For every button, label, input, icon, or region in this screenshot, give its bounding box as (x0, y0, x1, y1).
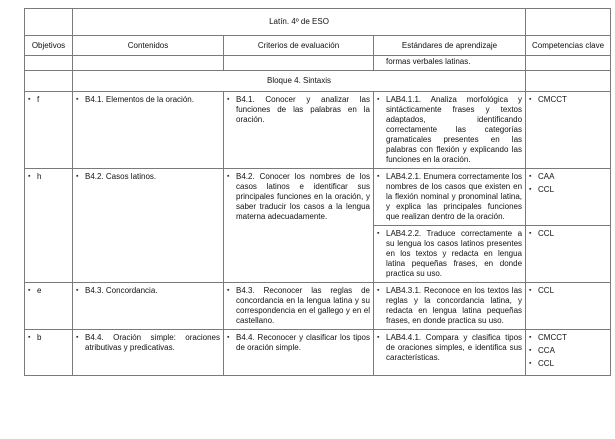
competencia-item (529, 229, 607, 239)
title-row (25, 9, 611, 36)
objetivo-item (28, 172, 69, 182)
header-objetivos: Objetivos (25, 36, 73, 56)
bullet-icon: ▪ (227, 173, 230, 180)
objetivo: h (37, 172, 42, 181)
contenido-cell (73, 92, 224, 169)
estandar-item (377, 229, 522, 279)
criterio-cell (224, 92, 374, 169)
carryover-row (25, 56, 611, 71)
competencias-cell (526, 283, 611, 330)
criterio-cell (224, 283, 374, 330)
bullet-icon: ▪ (377, 287, 380, 294)
bullet-icon: ▪ (227, 287, 230, 294)
contenido: B4.4. Oración simple: oraciones atributivas y predicativas. (85, 333, 220, 352)
header-estandares: Estándares de aprendizaje (374, 36, 526, 56)
competencia: CCL (538, 185, 555, 194)
competencia: CMCCT (538, 95, 567, 104)
criterio: B4.1. Conocer y analizar las funciones de las palabras en la oración. (236, 95, 370, 124)
criterio: B4.2. Conocer los nombres de los casos latinos e identificar sus principales funciones en la oración, y saber traducir los casos a la lengua materna adecuadamente. (236, 172, 370, 221)
table-row (25, 92, 611, 169)
objetivo-cell (25, 92, 73, 169)
criterio-item (227, 95, 370, 125)
competencia-item (529, 286, 607, 296)
estandar-cell (374, 169, 526, 226)
competencias-cell (526, 92, 611, 169)
competencia-item (529, 95, 607, 105)
criterio-cell (224, 330, 374, 376)
table-row (25, 330, 611, 376)
objetivo-item (28, 95, 69, 105)
bullet-icon: ▪ (76, 173, 79, 180)
contenido-cell (73, 283, 224, 330)
bullet-icon: ▪ (529, 334, 532, 341)
objetivo-cell (25, 169, 73, 283)
bullet-icon: ▪ (76, 287, 79, 294)
bullet-icon: ▪ (529, 230, 532, 237)
contenido: B4.3. Concordancia. (85, 286, 158, 295)
table-row (25, 283, 611, 330)
objetivo-item (28, 286, 69, 296)
estandar-cell (374, 226, 526, 283)
bullet-icon: ▪ (76, 334, 79, 341)
curriculum-table (24, 8, 611, 376)
contenido-cell (73, 169, 224, 283)
bullet-icon: ▪ (377, 334, 380, 341)
criterio-item (227, 286, 370, 326)
competencia-item (529, 185, 607, 195)
bullet-icon: ▪ (377, 96, 380, 103)
header-competencias: Competencias clave (526, 36, 611, 56)
estandar: LAB4.4.1. Compara y clasifica tipos de oraciones simples, e identifica sus características. (386, 333, 523, 362)
competencia: CAA (538, 172, 555, 181)
bullet-icon: ▪ (227, 96, 230, 103)
estandar-item (377, 172, 522, 222)
contenido: B4.2. Casos latinos. (85, 172, 157, 181)
contenido-item (76, 286, 220, 296)
header-criterios: Criterios de evaluación (224, 36, 374, 56)
estandar-item (377, 286, 522, 326)
criterio-item (227, 333, 370, 353)
criterio-item (227, 172, 370, 222)
bullet-icon: ▪ (28, 334, 31, 341)
bullet-icon: ▪ (28, 287, 31, 294)
competencia: CCL (538, 286, 555, 295)
bullet-icon: ▪ (529, 96, 532, 103)
bullet-icon: ▪ (377, 230, 380, 237)
header-row (25, 36, 611, 56)
header-contenidos: Contenidos (73, 36, 224, 56)
objetivo-item (28, 333, 69, 343)
criterio-cell (224, 169, 374, 283)
bullet-icon: ▪ (377, 173, 380, 180)
bullet-icon: ▪ (529, 186, 532, 193)
competencia: CCA (538, 346, 555, 355)
table-title: Latín. 4º de ESO (73, 9, 526, 36)
competencias-cell (526, 169, 611, 226)
competencia: CMCCT (538, 333, 567, 342)
objetivo: f (37, 95, 40, 104)
bullet-icon: ▪ (28, 173, 31, 180)
competencia: CCL (538, 229, 555, 238)
bullet-icon: ▪ (227, 334, 230, 341)
bullet-icon: ▪ (529, 173, 532, 180)
criterio: B4.4. Reconocer y clasificar los tipos de oración simple. (236, 333, 370, 352)
estandar-item (377, 333, 522, 363)
estandar-cell (374, 330, 526, 376)
block-title: Bloque 4. Sintaxis (73, 71, 526, 92)
bullet-icon: ▪ (529, 360, 532, 367)
contenido: B4.1. Elementos de la oración. (85, 95, 194, 104)
contenido-item (76, 95, 220, 105)
estandar-cell (374, 283, 526, 330)
objetivo-cell (25, 330, 73, 376)
bullet-icon: ▪ (529, 287, 532, 294)
objetivo: b (37, 333, 42, 342)
table-row (25, 169, 611, 226)
block-row (25, 71, 611, 92)
bullet-icon: ▪ (28, 96, 31, 103)
competencia-item (529, 333, 607, 343)
contenido-cell (73, 330, 224, 376)
estandar-item (377, 95, 522, 165)
estandar: LAB4.3.1. Reconoce en los textos las reglas y la concordancia latina, y redacta en lengua latina pequeñas frases, en donde practica su uso. (386, 286, 523, 325)
contenido-item (76, 333, 220, 353)
estandar: LAB4.2.1. Enumera correctamente los nombres de los casos que existen en la flexión nominal y pronominal latina, y explica las principales funciones que realizan dentro de la oración. (386, 172, 523, 221)
competencia-item (529, 172, 607, 182)
bullet-icon: ▪ (529, 347, 532, 354)
competencia-item (529, 346, 607, 356)
curriculum-document (24, 8, 610, 376)
contenido-item (76, 172, 220, 182)
estandar: LAB4.1.1. Analiza morfológica y sintácticamente frases y textos adaptados, identificando correctamente las categorías gramaticales presentes en las palabras con flexión y explicando las funciones en la oración. (386, 95, 523, 164)
competencias-cell (526, 226, 611, 283)
competencia: CCL (538, 359, 555, 368)
objetivo-cell (25, 283, 73, 330)
competencias-cell (526, 330, 611, 376)
criterio: B4.3. Reconocer las reglas de concordancia en la lengua latina y su correspondencia en el gallego y en el castellano. (236, 286, 370, 325)
carryover-text: formas verbales latinas. (374, 56, 526, 71)
objetivo: e (37, 286, 42, 295)
estandar-cell (374, 92, 526, 169)
competencia-item (529, 359, 607, 369)
bullet-icon: ▪ (76, 96, 79, 103)
estandar: LAB4.2.2. Traduce correctamente a su lengua los casos latinos presentes en los textos y redacta en lengua latina pequeñas frases, en donde practica su uso. (386, 229, 523, 278)
